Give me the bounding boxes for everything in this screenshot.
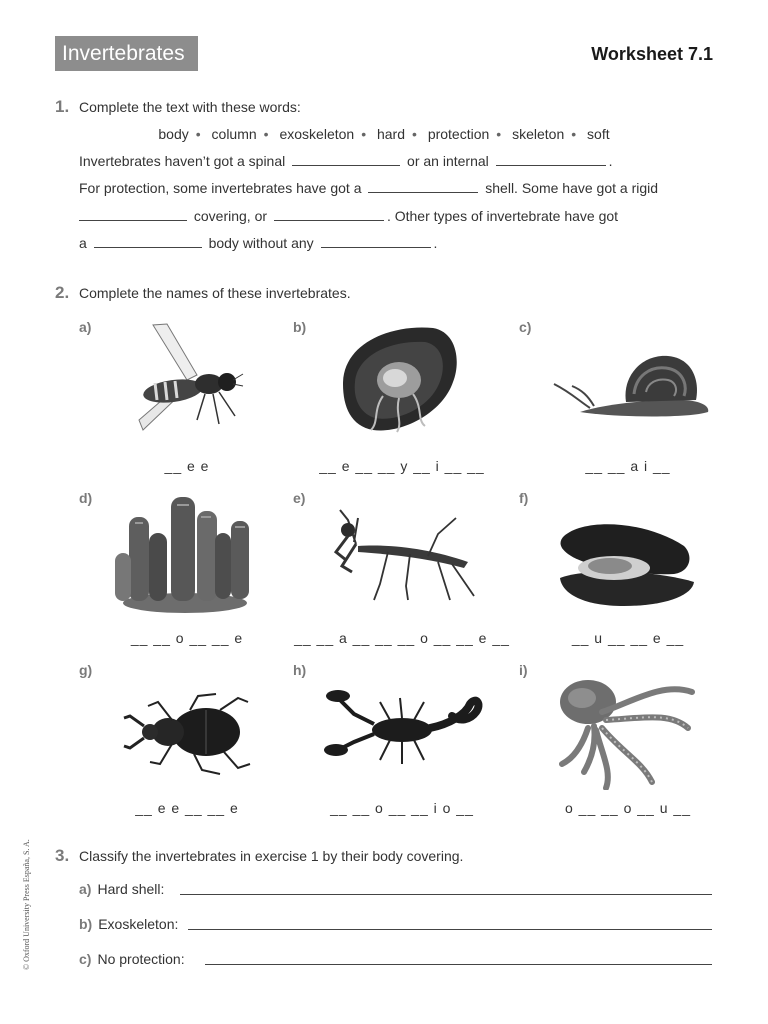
octopus-icon bbox=[552, 672, 702, 790]
text-fragment: or an internal bbox=[407, 153, 489, 169]
exercise-2-instruction: Complete the names of these invertebrates. bbox=[79, 285, 351, 301]
text-fragment: . bbox=[608, 153, 613, 169]
exercise-3-number: 3. bbox=[55, 846, 70, 865]
classify-no-protection bbox=[79, 951, 185, 967]
text-fragment: Invertebrates haven’t got a spinal bbox=[79, 153, 286, 169]
bullet: • bbox=[571, 126, 577, 142]
item-letter-b: b) bbox=[293, 319, 307, 335]
classify-label: Hard shell: bbox=[97, 881, 165, 897]
snail-icon bbox=[550, 350, 715, 420]
text-line-1 bbox=[79, 153, 613, 169]
mussel-icon bbox=[554, 516, 699, 611]
word-exoskeleton: exoskeleton bbox=[279, 126, 355, 142]
worksheet-title: Invertebrates bbox=[55, 36, 198, 71]
word-body: body bbox=[158, 126, 189, 142]
item-letter-h: h) bbox=[293, 662, 307, 678]
blank-field[interactable] bbox=[79, 219, 187, 221]
exercise-1-number: 1. bbox=[55, 97, 70, 116]
copyright-notice: © Oxford University Press España, S. A. bbox=[22, 839, 31, 970]
bullet: • bbox=[496, 126, 502, 142]
text-fragment: . bbox=[433, 235, 438, 251]
answer-d: __ __ o __ __ e bbox=[130, 630, 244, 646]
text-fragment: body without any bbox=[208, 235, 314, 251]
fly-icon bbox=[135, 320, 245, 435]
item-letter-e: e) bbox=[293, 490, 306, 506]
word-hard: hard bbox=[376, 126, 406, 142]
item-letter-g: g) bbox=[79, 662, 93, 678]
bullet: • bbox=[412, 126, 417, 142]
beetle-icon bbox=[120, 690, 255, 780]
item-letter-d: d) bbox=[79, 490, 93, 506]
sponge-icon bbox=[113, 493, 258, 613]
blank-field[interactable] bbox=[292, 164, 400, 166]
item-letter: c) bbox=[79, 951, 92, 967]
exercise-1-instruction: Complete the text with these words: bbox=[79, 99, 301, 115]
answer-g: __ e e __ __ e bbox=[135, 800, 239, 816]
answer-line-no-protection[interactable] bbox=[205, 963, 712, 965]
bullet: • bbox=[195, 126, 201, 142]
answer-line-exoskeleton[interactable] bbox=[188, 928, 712, 930]
classify-hard-shell bbox=[79, 881, 164, 897]
answer-e: __ __ a __ __ __ o __ __ e __ bbox=[294, 630, 510, 646]
item-letter-i: i) bbox=[519, 662, 528, 678]
text-line-4 bbox=[79, 235, 437, 251]
item-letter: b) bbox=[79, 916, 93, 932]
blank-field[interactable] bbox=[94, 246, 202, 248]
mantis-icon bbox=[318, 500, 483, 605]
text-line-3 bbox=[79, 208, 618, 224]
text-fragment: a bbox=[79, 235, 87, 251]
classify-exoskeleton bbox=[79, 916, 178, 932]
answer-a: __ e e bbox=[164, 458, 210, 474]
worksheet-number: Worksheet 7.1 bbox=[591, 44, 713, 64]
item-letter-c: c) bbox=[519, 319, 532, 335]
answer-b: __ e __ __ y __ i __ __ bbox=[319, 458, 485, 474]
exercise-2-number: 2. bbox=[55, 283, 70, 302]
text-fragment: shell. Some have got a rigid bbox=[485, 180, 659, 196]
blank-field[interactable] bbox=[321, 246, 431, 248]
classify-label: No protection: bbox=[97, 951, 185, 967]
bullet: • bbox=[263, 126, 269, 142]
word-protection: protection bbox=[427, 126, 490, 142]
blank-field[interactable] bbox=[368, 191, 478, 193]
classify-label: Exoskeleton: bbox=[98, 916, 179, 932]
item-letter: a) bbox=[79, 881, 92, 897]
bullet: • bbox=[361, 126, 367, 142]
exercise-3-instruction: Classify the invertebrates in exercise 1 by their body covering. bbox=[79, 848, 464, 864]
text-fragment: . Other types of invertebrate have got bbox=[386, 208, 619, 224]
answer-h: __ __ o __ __ i o __ bbox=[330, 800, 474, 816]
jellyfish-icon bbox=[333, 322, 463, 437]
answer-c: __ __ a i __ bbox=[585, 458, 671, 474]
answer-line-hard-shell[interactable] bbox=[180, 893, 712, 895]
blank-field[interactable] bbox=[274, 219, 384, 221]
blank-field[interactable] bbox=[496, 164, 606, 166]
text-line-2 bbox=[79, 180, 658, 196]
answer-i: o __ __ o __ u __ bbox=[565, 800, 691, 816]
answer-f: __ u __ __ e __ bbox=[571, 630, 685, 646]
text-fragment: For protection, some invertebrates have got a bbox=[79, 180, 362, 196]
word-column: column bbox=[211, 126, 257, 142]
text-fragment: covering, or bbox=[193, 208, 268, 224]
word-bank bbox=[0, 126, 768, 142]
word-soft: soft bbox=[587, 126, 610, 142]
item-letter-a: a) bbox=[79, 319, 92, 335]
scorpion-icon bbox=[320, 684, 485, 769]
item-letter-f: f) bbox=[519, 490, 529, 506]
word-skeleton: skeleton bbox=[512, 126, 565, 142]
